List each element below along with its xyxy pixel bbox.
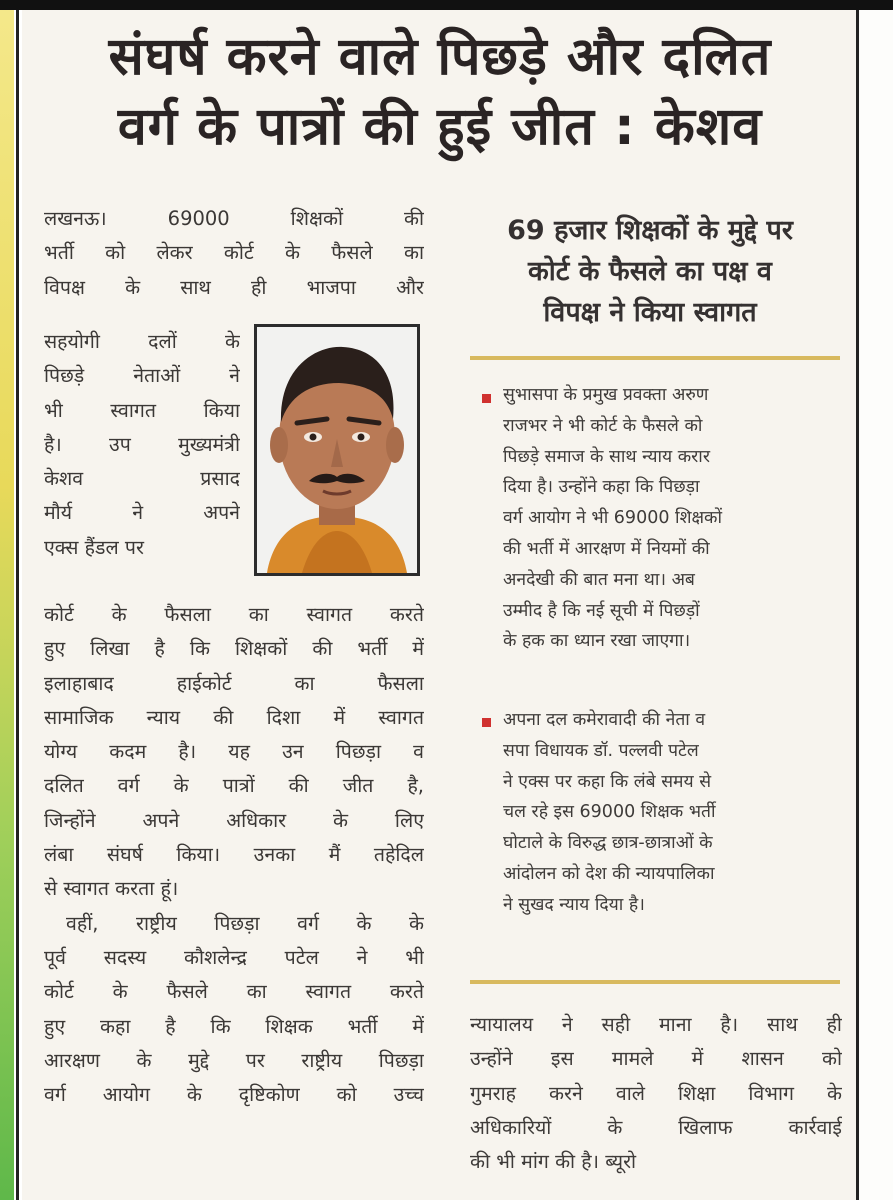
bullet-line: चल रहे इस 69000 शिक्षक भर्ती <box>503 802 716 823</box>
subhead-line: कोर्ट के फैसले का पक्ष व <box>528 256 772 287</box>
body-line: लंबा संघर्ष किया। उनका मैं तहेदिल <box>44 843 424 867</box>
body-line: इलाहाबाद हाईकोर्ट का फैसला <box>44 671 424 695</box>
bullet-line: अपना दल कमेरावादी की नेता व <box>503 710 706 730</box>
bullet-line: अनदेखी की बात मना था। अब <box>503 569 695 590</box>
bullet-line: ने सुखद न्याय दिया है। <box>503 894 645 915</box>
body-line: कोर्ट के फैसले का स्वागत करते <box>44 980 424 1004</box>
politician-photo <box>254 324 420 576</box>
bullet-line: वर्ग आयोग ने भी 69000 शिक्षकों <box>503 508 722 529</box>
section-divider <box>470 356 840 360</box>
body-line: पूर्व सदस्य कौशलेन्द्र पटेल ने भी <box>44 945 424 969</box>
subheadline <box>455 210 845 333</box>
bullet-line: घोटाले के विरुद्ध छात्र-छात्राओं के <box>503 833 713 854</box>
headline <box>30 22 850 162</box>
bullet-marker <box>482 718 491 727</box>
bullet-paragraph-1 <box>503 380 843 657</box>
body-line: कोर्ट के फैसला का स्वागत करते <box>44 603 424 626</box>
bullet-line: की भर्ती में आरक्षण में नियमों की <box>503 538 710 559</box>
body-line: आरक्षण के मुद्दे पर राष्ट्रीय पिछड़ा <box>44 1048 424 1072</box>
bullet-marker <box>482 394 491 403</box>
headline-line-2: वर्ग के पात्रों की हुई जीत : केशव <box>117 97 763 157</box>
body-line: विपक्ष के साथ ही भाजपा और <box>44 275 424 299</box>
left-column-top <box>44 202 424 305</box>
body-line: वर्ग आयोग के दृष्टिकोण को उच्च <box>44 1083 424 1107</box>
body-line: सहयोगी दलों के <box>44 330 240 353</box>
right-margin <box>859 10 893 1200</box>
body-line: पिछड़े नेताओं ने <box>44 364 240 388</box>
body-line: की भी मांग की है। ब्यूरो <box>470 1150 637 1174</box>
bullet-line: दिया है। उन्होंने कहा कि पिछड़ा <box>503 477 700 498</box>
headline-line-1: संघर्ष करने वाले पिछड़े और दलित <box>108 27 772 87</box>
body-line: वहीं, राष्ट्रीय पिछड़ा वर्ग के के <box>66 911 424 935</box>
bullet-line: आंदोलन को देश की न्यायपालिका <box>503 863 715 884</box>
body-line: योग्य कदम है। यह उन पिछड़ा व <box>44 740 424 764</box>
subhead-line: विपक्ष ने किया स्वागत <box>543 297 757 328</box>
body-line: से स्वागत करता हूं। <box>44 877 179 901</box>
body-line: केशव प्रसाद <box>44 467 240 491</box>
bullet-line: राजभर ने भी कोर्ट के फैसले को <box>503 415 703 436</box>
left-background-strip <box>0 10 14 1200</box>
right-column-continuation <box>470 1008 842 1179</box>
body-line: अधिकारियों के खिलाफ कार्रवाई <box>470 1115 842 1139</box>
body-line: गुमराह करने वाले शिक्षा विभाग के <box>470 1081 842 1105</box>
body-line: भर्ती को लेकर कोर्ट के फैसले का <box>44 241 424 265</box>
body-line: हुए कहा है कि शिक्षक भर्ती में <box>44 1014 424 1038</box>
body-line: भी स्वागत किया <box>44 398 240 422</box>
section-divider <box>470 980 840 984</box>
body-line: जिन्होंने अपने अधिकार के लिए <box>44 808 424 832</box>
body-line: है। उप मुख्यमंत्री <box>44 432 240 456</box>
left-column-rule <box>16 10 19 1200</box>
subhead-line: 69 हजार शिक्षकों के मुद्दे पर <box>507 215 793 246</box>
bullet-line: ने एक्स पर कहा कि लंबे समय से <box>503 771 712 792</box>
body-line: उन्होंने इस मामले में शासन को <box>470 1047 842 1071</box>
bullet-line: उम्मीद है कि नई सूची में पिछड़ों <box>503 600 700 621</box>
body-line: एक्स हैंडल पर <box>44 535 144 559</box>
body-line: मौर्य ने अपने <box>44 501 240 525</box>
portrait-illustration <box>257 327 417 573</box>
right-column-rule <box>856 10 859 1200</box>
body-line: न्यायालय ने सही माना है। साथ ही <box>470 1013 842 1036</box>
body-line: हुए लिखा है कि शिक्षकों की भर्ती में <box>44 637 424 661</box>
body-line: दलित वर्ग के पात्रों की जीत है, <box>44 774 424 798</box>
top-border <box>0 0 893 10</box>
bullet-paragraph-2 <box>503 705 843 921</box>
body-line: लखनऊ। 69000 शिक्षकों की <box>44 207 424 230</box>
left-column-bottom <box>44 598 424 1112</box>
bullet-line: पिछड़े समाज के साथ न्याय करार <box>503 446 710 467</box>
bullet-line: के हक का ध्यान रखा जाएगा। <box>503 631 691 652</box>
bullet-line: सुभासपा के प्रमुख प्रवक्ता अरुण <box>503 385 709 405</box>
body-line: सामाजिक न्याय की दिशा में स्वागत <box>44 705 424 729</box>
bullet-line: सपा विधायक डॉ. पल्लवी पटेल <box>503 740 699 761</box>
left-column-beside-photo <box>44 325 240 565</box>
